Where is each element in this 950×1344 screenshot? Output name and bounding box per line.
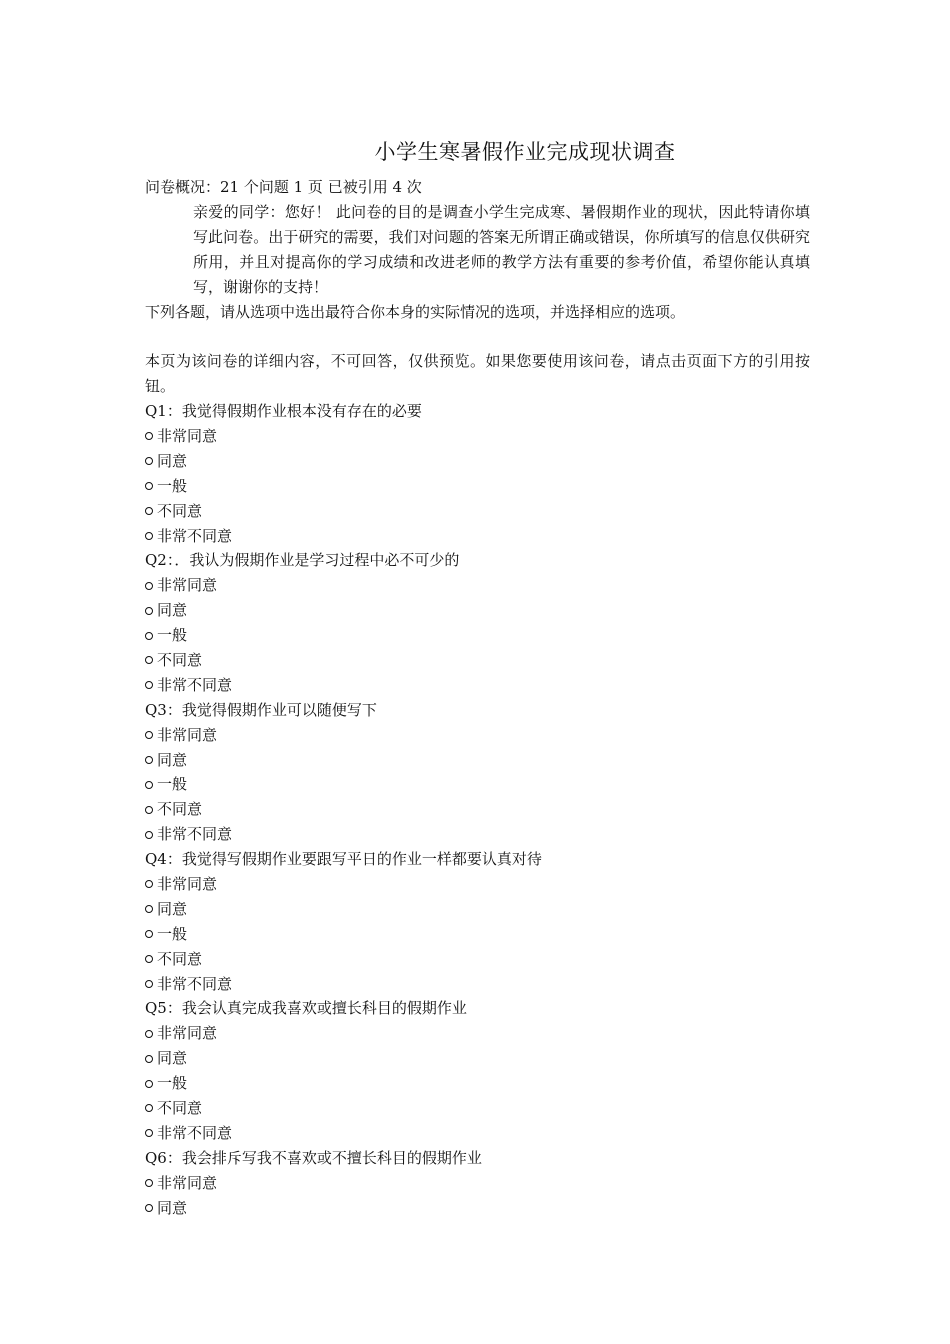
radio-circle-icon[interactable] [145, 482, 153, 490]
answer-option-label: 一般 [157, 924, 188, 943]
answer-option[interactable] [145, 972, 810, 997]
radio-circle-icon[interactable] [145, 632, 153, 640]
instruction-text: 下列各题，请从选项中选出最符合你本身的实际情况的选项，并选择相应的选项。 [145, 302, 686, 321]
answer-option[interactable] [145, 772, 810, 797]
answer-option[interactable] [145, 573, 810, 598]
answer-option-label: 一般 [157, 1074, 188, 1093]
document-body [145, 175, 810, 1221]
radio-circle-icon[interactable] [145, 457, 153, 465]
answer-option[interactable] [145, 648, 810, 673]
answer-option-label: 非常不同意 [157, 675, 233, 694]
answer-option[interactable] [145, 623, 810, 648]
question-label: Q1：我觉得假期作业根本没有存在的必要 [145, 402, 422, 421]
radio-circle-icon[interactable] [145, 1055, 153, 1063]
blank-line [145, 324, 810, 349]
answer-option-label: 非常不同意 [157, 526, 233, 545]
answer-option[interactable] [145, 1046, 810, 1071]
answer-option-label: 一般 [157, 775, 188, 794]
answer-option[interactable] [145, 449, 810, 474]
answer-option-label: 非常同意 [157, 725, 218, 744]
radio-circle-icon[interactable] [145, 980, 153, 988]
answer-option[interactable] [145, 474, 810, 499]
answer-option-label: 非常同意 [157, 1173, 218, 1192]
answer-option[interactable] [145, 673, 810, 698]
radio-circle-icon[interactable] [145, 955, 153, 963]
answer-option-label: 不同意 [157, 501, 203, 520]
answer-option[interactable] [145, 822, 810, 847]
answer-option-label: 非常同意 [157, 1024, 218, 1043]
radio-circle-icon[interactable] [145, 1129, 153, 1137]
radio-circle-icon[interactable] [145, 930, 153, 938]
answer-option-label: 一般 [157, 476, 188, 495]
radio-circle-icon[interactable] [145, 681, 153, 689]
radio-circle-icon[interactable] [145, 1080, 153, 1088]
page-title: 小学生寒暑假作业完成现状调查 [374, 140, 676, 164]
answer-option[interactable] [145, 1071, 810, 1096]
answer-option[interactable] [145, 723, 810, 748]
answer-option[interactable] [145, 797, 810, 822]
answer-option[interactable] [145, 872, 810, 897]
radio-circle-icon[interactable] [145, 905, 153, 913]
radio-circle-icon[interactable] [145, 507, 153, 515]
answer-option-label: 非常不同意 [157, 974, 233, 993]
answer-option[interactable] [145, 598, 810, 623]
answer-option-label: 不同意 [157, 800, 203, 819]
answer-option-label: 同意 [157, 451, 188, 470]
preview-note: 本页为该问卷的详细内容，不可回答，仅供预览。如果您要使用该问卷，请点击页面下方的引用按钮。 [145, 352, 810, 396]
radio-circle-icon[interactable] [145, 1030, 153, 1038]
answer-option-label: 不同意 [157, 651, 203, 670]
answer-option[interactable] [145, 1096, 810, 1121]
radio-circle-icon[interactable] [145, 831, 153, 839]
answer-option-label: 不同意 [157, 949, 203, 968]
answer-option-label: 非常不同意 [157, 825, 233, 844]
radio-circle-icon[interactable] [145, 806, 153, 814]
answer-option-label: 不同意 [157, 1099, 203, 1118]
radio-circle-icon[interactable] [145, 582, 153, 590]
radio-circle-icon[interactable] [145, 532, 153, 540]
answer-option[interactable] [145, 947, 810, 972]
answer-option-label: 一般 [157, 626, 188, 645]
answer-option[interactable] [145, 499, 810, 524]
intro-paragraph: 亲爱的同学：您好！ 此问卷的目的是调查小学生完成寒、暑假期作业的现状，因此特请你填写此问卷。出于研究的需要，我们对问题的答案无所谓正确或错误，你所填写的信息仅供研究所用，并且对提高你的学习成绩和改进老师的教学方法有重要的参考价值，希望你能认真填写，谢谢你的支持！ [193, 202, 810, 296]
answer-option-label: 非常不同意 [157, 1123, 233, 1142]
answer-option-label: 非常同意 [157, 427, 218, 445]
answer-option[interactable] [145, 524, 810, 549]
radio-circle-icon[interactable] [145, 607, 153, 615]
answer-option-label: 同意 [157, 1049, 188, 1068]
answer-option[interactable] [145, 1021, 810, 1046]
answer-option-label: 非常同意 [157, 875, 218, 894]
answer-option-label: 同意 [157, 899, 188, 918]
question-list [145, 399, 810, 1220]
question-label: Q4：我觉得写假期作业要跟写平日的作业一样都要认真对待 [145, 850, 542, 869]
radio-circle-icon[interactable] [145, 1104, 153, 1112]
radio-circle-icon[interactable] [145, 731, 153, 739]
question-label: Q6：我会排斥写我不喜欢或不擅长科目的假期作业 [145, 1148, 482, 1167]
survey-overview: 问卷概况：21 个问题 1 页 已被引用 4 次 [145, 178, 422, 196]
answer-option-label: 同意 [157, 1198, 188, 1217]
radio-circle-icon[interactable] [145, 1204, 153, 1212]
answer-option-label: 非常同意 [157, 576, 218, 595]
answer-option-label: 同意 [157, 601, 188, 620]
answer-option[interactable] [145, 922, 810, 947]
answer-option[interactable] [145, 1171, 810, 1196]
answer-option[interactable] [145, 897, 810, 922]
radio-circle-icon[interactable] [145, 656, 153, 664]
answer-option[interactable] [145, 1121, 810, 1146]
question-label: Q3：我觉得假期作业可以随便写下 [145, 700, 377, 719]
radio-circle-icon[interactable] [145, 756, 153, 764]
radio-circle-icon[interactable] [145, 781, 153, 789]
radio-circle-icon[interactable] [145, 432, 153, 440]
question-label: Q2：．我认为假期作业是学习过程中必不可少的 [145, 551, 460, 570]
answer-option[interactable] [145, 748, 810, 773]
question-label: Q5：我会认真完成我喜欢或擅长科目的假期作业 [145, 999, 467, 1018]
answer-option[interactable] [145, 424, 810, 449]
answer-option[interactable] [145, 1196, 810, 1221]
radio-circle-icon[interactable] [145, 1179, 153, 1187]
radio-circle-icon[interactable] [145, 880, 153, 888]
answer-option-label: 同意 [157, 750, 188, 769]
